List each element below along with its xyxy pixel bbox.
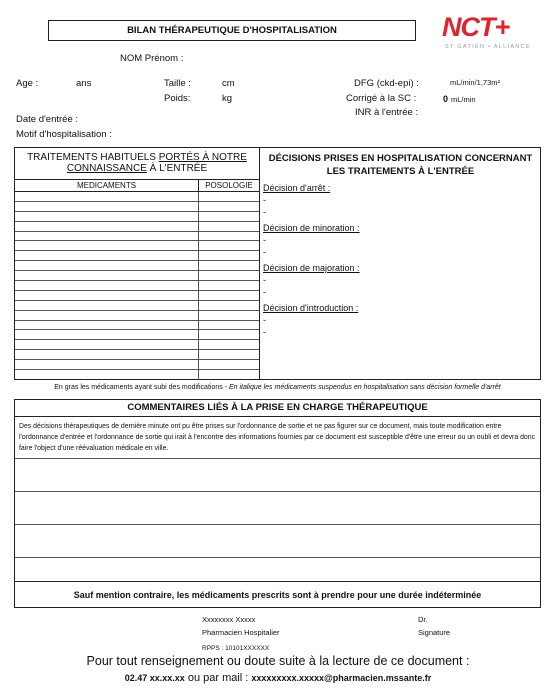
comments-title: COMMENTAIRES LIÉS À LA PRISE EN CHARGE THÉRAPEUTIQUE [15,400,540,417]
pharmacist-block [202,614,280,655]
table-row[interactable] [15,370,259,380]
col-posologie: POSOLOGIE [198,180,259,192]
legend-bold-part: En gras les médicaments ayant subi des modifications - [54,384,229,391]
weight-label: Poids: [164,93,191,104]
logo-subtitle: ST GATIEN • ALLIANCE [445,44,531,50]
doctor-label: Dr. [418,615,428,624]
table-row[interactable] [15,212,259,222]
treatments-table [14,147,541,380]
medication-rows [15,192,259,380]
contact-details [0,672,556,684]
pharmacist-role: Pharmacien Hospitalier [202,628,280,637]
header-underline2: CONNAISSANCE [66,163,147,174]
decision-title: Décision d'arrêt : [263,183,331,193]
corrected-label: Corrigé à la SC : [346,93,417,104]
corrected-value: 0 [443,94,449,104]
decisions-header-line1: DÉCISIONS PRISES EN HOSPITALISATION CONCERNANT [268,153,533,164]
decision-introduction [263,302,533,338]
table-row[interactable] [15,301,259,311]
decision-line[interactable]: - [263,327,266,337]
table-row[interactable] [15,192,259,202]
table-row[interactable] [15,330,259,340]
name-label: NOM Prénom : [120,53,184,64]
document-title: BILAN THÉRAPEUTIQUE D'HOSPITALISATION [48,20,416,41]
table-row[interactable] [15,340,259,350]
legend-note [14,384,541,391]
table-row[interactable] [15,251,259,261]
dfg-unit: mL/min/1,73m² [450,78,501,87]
decisions-header-line2: LES TRAITEMENTS À L'ENTRÉE [326,166,475,177]
header-underline1: PORTÉS À NOTRE [158,152,247,163]
logo-mark: NCT+ [442,12,510,42]
decision-decrease [263,222,533,258]
table-row[interactable] [15,241,259,251]
table-row[interactable] [15,291,259,301]
inr-label: INR à l'entrée : [355,107,419,118]
signature-label: Signature [418,628,451,637]
decision-title: Décision de majoration : [263,263,360,273]
table-row[interactable] [15,350,259,360]
decisions-list [263,182,533,338]
decision-line[interactable]: - [263,235,266,245]
table-row[interactable] [15,311,259,321]
signature-block [418,614,450,639]
decision-increase [263,262,533,298]
dfg-label: DFG (ckd-epi) : [354,78,419,89]
weight-unit: kg [222,93,233,104]
table-row[interactable] [15,271,259,281]
col-medicaments: MEDICAMENTS [76,181,137,190]
decision-line[interactable]: - [263,247,266,257]
decision-stop [263,182,533,218]
pharmacist-rpps: RPPS : 10101XXXXXX [202,645,270,652]
height-unit: cm [222,78,235,89]
table-row[interactable] [15,281,259,291]
habitual-treatments-header [15,148,259,180]
table-row[interactable] [15,232,259,242]
table-row[interactable] [15,222,259,232]
medication-columns-header [15,180,259,192]
decisions-header [260,148,541,180]
age-unit: ans [76,78,92,89]
table-row[interactable] [15,261,259,271]
table-row[interactable] [15,202,259,212]
entry-date-label: Date d'entrée : [16,114,79,125]
table-row[interactable] [15,360,259,370]
table-row[interactable] [15,321,259,331]
header-part1: TRAITEMENTS HABITUELS [27,152,156,163]
contact-line: Pour tout renseignement ou doute suite à la lecture de ce document : [86,654,470,668]
decision-title: Décision de minoration : [263,223,360,233]
decision-line[interactable]: - [263,207,266,217]
contact-email[interactable]: xxxxxxxxx.xxxxx@pharmacien.mssante.fr [251,673,432,683]
corrected-unit: mL/min [451,95,476,104]
decision-line[interactable]: - [263,275,266,285]
height-label: Taille : [164,78,191,89]
pharmacist-name: Xxxxxxxx Xxxxx [202,615,256,624]
decision-title: Décision d'introduction : [263,303,359,313]
contact-phone[interactable]: 02.47 xx.xx.xx [124,673,185,683]
decision-line[interactable]: - [263,287,266,297]
reason-label: Motif d'hospitalisation : [16,129,112,140]
comments-text: Des décisions thérapeutiques de dernière minute ont pu être prises sur l'ordonnance de sortie et ne pas figurer sur ce document, mais toute modification entre l'ordonnance d'entrée et l'ordonnance de sortie qui irait à l'encontre des informations fournies par ce document est susceptible d'être une erreur ou un oubli et devra donc faire l'object d'une réévaluation médicale en ville. [19,423,536,453]
contact-connector: ou par mail : [184,672,252,684]
age-label: Age : [16,78,39,89]
duration-note: Sauf mention contraire, les médicaments prescrits sont à prendre pour une durée indéterminée [73,590,482,600]
legend-italic-part: En italique les médicaments suspendus en hospitalisation sans décision formelle d'arrêt [228,384,501,391]
comments-box [14,399,541,608]
decision-line[interactable]: - [263,195,266,205]
header-part-end: À L'ENTRÉE [149,163,208,174]
nct-logo [440,12,540,57]
decision-line[interactable]: - [263,315,266,325]
